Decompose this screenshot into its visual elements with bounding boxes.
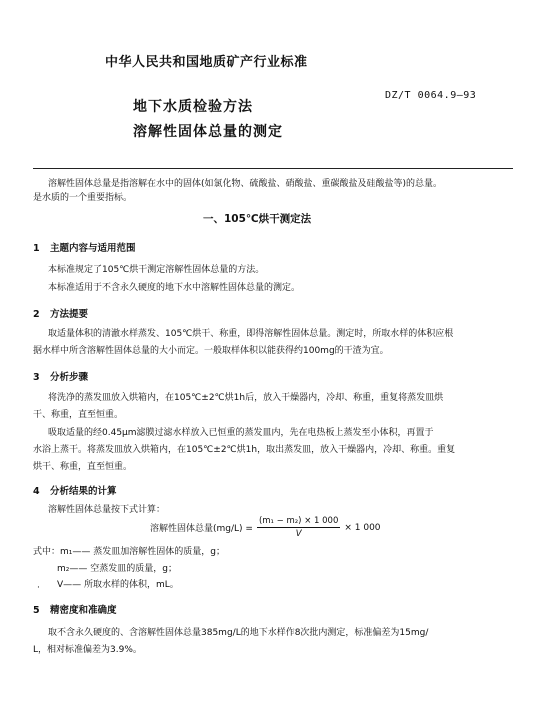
section-title: 精密度和准确度 bbox=[50, 605, 117, 616]
header-divider bbox=[33, 168, 513, 169]
section-5-line-1: 取不含永久硬度的、含溶解性固体总量385mg/L的地下水样作8次批内测定，标准偏差为15mg/ bbox=[48, 628, 429, 638]
section-2-line-1: 取适量体积的清澈水样蒸发、105℃烘干、称重，即得溶解性固体总量。测定时，所取水样的体积应根 bbox=[48, 329, 454, 339]
publisher-heading: 中华人民共和国地质矿产行业标准 bbox=[105, 55, 308, 70]
section-2-line-2: 据水样中所含溶解性固体总量的大小而定。一般取样体积以能获得约100mg的干渣为宜。 bbox=[33, 346, 389, 356]
formula-fraction bbox=[257, 516, 340, 539]
section-number: 2 bbox=[33, 309, 40, 320]
section-5-heading bbox=[33, 602, 117, 616]
document-title-line1: 地下水质检验方法 bbox=[133, 99, 253, 115]
section-number: 1 bbox=[33, 243, 40, 254]
section-1-line-2: 本标准适用于不含永久硬度的地下水中溶解性固体总量的测定。 bbox=[48, 283, 301, 293]
formula-lhs: 溶解性固体总量(mg/L) = bbox=[150, 524, 253, 534]
section-title: 分析结果的计算 bbox=[50, 486, 117, 497]
variable-line-3: V—— 所取水样的体积，mL。 bbox=[57, 580, 179, 590]
section-5-line-2: L，相对标准偏差为3.9%。 bbox=[33, 645, 142, 655]
section-title: 分析步骤 bbox=[50, 372, 89, 383]
standard-code: DZ/T 0064.9—93 bbox=[385, 90, 477, 101]
section-1-line-1: 本标准规定了105℃烘干测定溶解性固体总量的方法。 bbox=[48, 265, 265, 275]
section-3-line-5: 烘干、称重，直至恒重。 bbox=[33, 462, 133, 472]
section-number: 3 bbox=[33, 372, 40, 383]
section-3-line-1: 将洗净的蒸发皿放入烘箱内，在105℃±2℃烘1h后，放入干燥器内，冷却、称重，重复将蒸发皿烘 bbox=[48, 393, 444, 403]
method-title: 一、105℃烘干测定法 bbox=[203, 213, 312, 225]
scan-mark: · bbox=[37, 583, 40, 593]
section-number: 4 bbox=[33, 486, 40, 497]
variable-line-2: m₂—— 空蒸发皿的质量，g； bbox=[57, 564, 177, 574]
section-2-heading bbox=[33, 306, 88, 320]
formula-rhs: × 1 000 bbox=[344, 522, 381, 533]
document-title-line2: 溶解性固体总量的测定 bbox=[133, 124, 283, 140]
section-3-line-4: 水浴上蒸干。将蒸发皿放入烘箱内，在105℃±2℃烘1h，取出蒸发皿，放入干燥器内，冷却、称重。重复 bbox=[33, 445, 456, 455]
section-3-line-2: 干、称重，直至恒重。 bbox=[33, 410, 124, 420]
section-4-line-1: 溶解性固体总量按下式计算： bbox=[48, 505, 166, 515]
section-3-heading bbox=[33, 369, 88, 383]
intro-line-2: 是水质的一个重要指标。 bbox=[33, 193, 133, 203]
formula-denominator: V bbox=[295, 529, 302, 539]
calculation-formula bbox=[150, 516, 381, 539]
formula-numerator: (m₁ − m₂) × 1 000 bbox=[258, 516, 339, 526]
variable-line-1: 式中：m₁—— 蒸发皿加溶解性固体的质量，g； bbox=[33, 547, 225, 557]
section-1-heading bbox=[33, 240, 136, 254]
intro-line-1: 溶解性固体总量是指溶解在水中的固体(如氯化物、硫酸盐、硝酸盐、重碳酸盐及硅酸盐等)的总量。 bbox=[48, 179, 443, 189]
section-3-line-3: 吸取适量的经0.45μm滤膜过滤水样放入已恒重的蒸发皿内，先在电热板上蒸发至小体积，再置于 bbox=[48, 428, 434, 438]
section-number: 5 bbox=[33, 605, 40, 616]
section-4-heading bbox=[33, 483, 117, 497]
section-title: 主题内容与适用范围 bbox=[50, 243, 136, 254]
section-title: 方法提要 bbox=[50, 309, 89, 320]
